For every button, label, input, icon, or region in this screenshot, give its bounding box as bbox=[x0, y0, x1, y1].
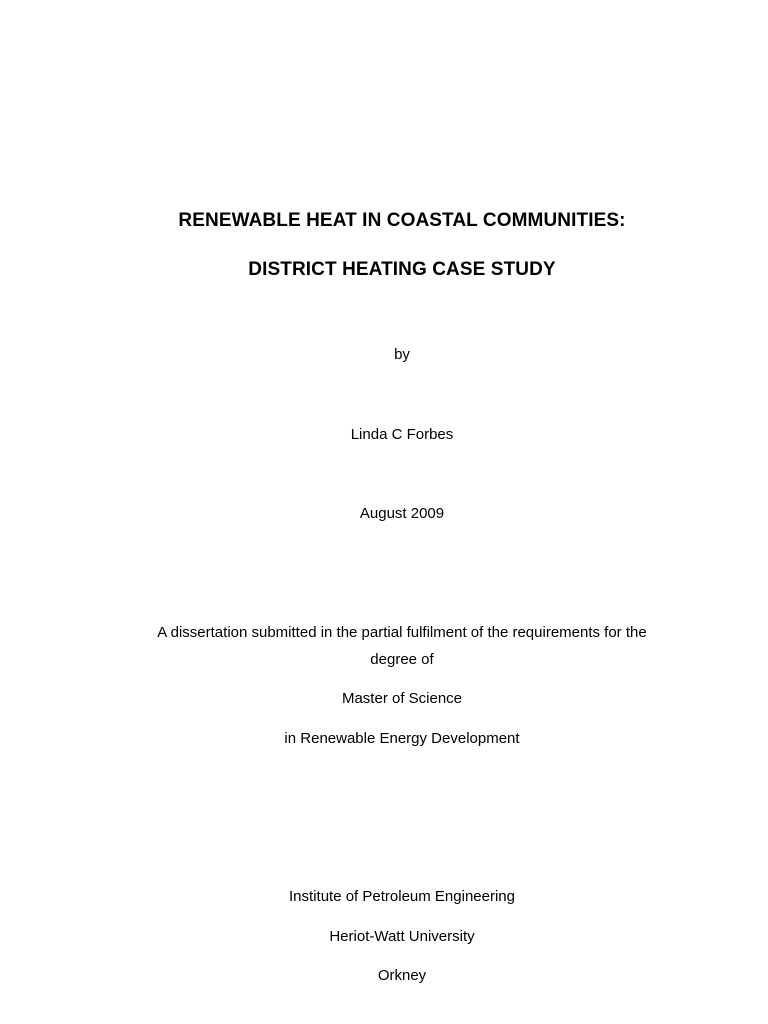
author-name: Linda C Forbes bbox=[350, 426, 454, 443]
institute-name: Institute of Petroleum Engineering bbox=[289, 888, 515, 905]
submission-statement-line-2: degree of bbox=[370, 651, 434, 668]
university-name: Heriot-Watt University bbox=[329, 928, 475, 945]
degree-name: Master of Science bbox=[341, 690, 463, 707]
title-line-1: RENEWABLE HEAT IN COASTAL COMMUNITIES: bbox=[178, 210, 626, 231]
submission-statement-line-1: A dissertation submitted in the partial fulfilment of the requirements for the bbox=[157, 624, 647, 641]
location: Orkney bbox=[377, 967, 427, 984]
title-line-2: DISTRICT HEATING CASE STUDY bbox=[248, 259, 556, 280]
degree-field: in Renewable Energy Development bbox=[284, 730, 520, 747]
submission-date: August 2009 bbox=[359, 505, 445, 522]
byline: by bbox=[394, 346, 410, 363]
